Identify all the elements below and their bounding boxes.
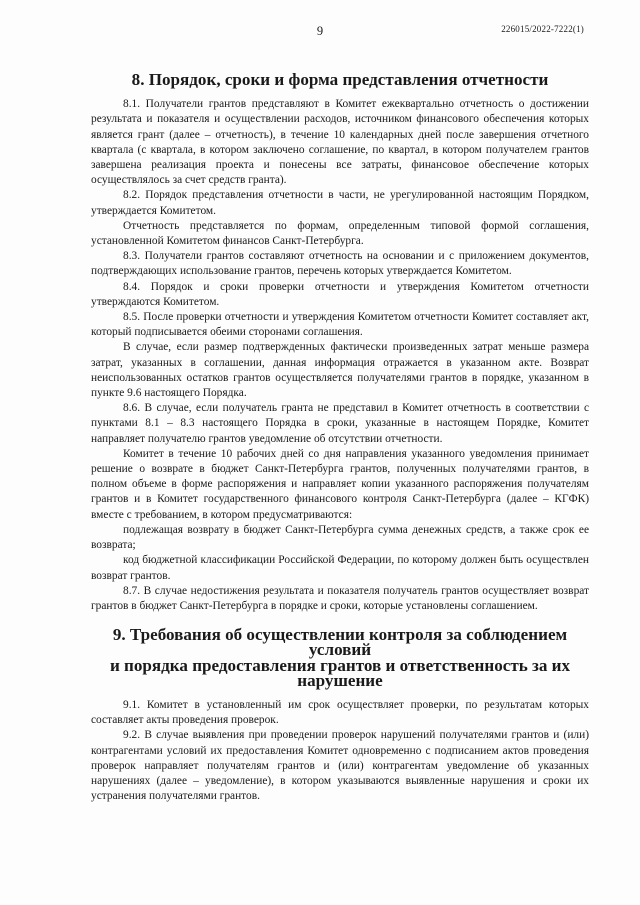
- section-9-title: [91, 627, 589, 688]
- paragraph-8-7: 8.7. В случае недостижения результата и показателя получатель грантов осуществляет возврат грантов в бюджет Санкт-Петербурга в порядке и сроки, которые установлены соглашением.: [91, 584, 589, 612]
- paragraph-8-6-decision: Комитет в течение 10 рабочих дней со дня направления указанного уведомления принимает решение о возврате в бюджет Санкт-Петербурга грантов, полученных получателями грантов, в полном объеме в форме распоряжения и направляет копии указанного распоряжения получателям грантов и в Комитет государственного финансового контроля Санкт-Петербурга (далее – КГФК) вместе с требованием, в котором предусматриваются:: [91, 447, 589, 521]
- paragraph-8-6: 8.6. В случае, если получатель гранта не представил в Комитет отчетность в соответствии с пунктами 8.1 – 8.3 настоящего Порядка в сроки, указанные в настоящем Порядке, Комитет направляет получателю грантов уведомление об отсутствии отчетности.: [91, 402, 589, 445]
- paragraph-8-4: 8.4. Порядок и сроки проверки отчетности и утверждения Комитетом отчетности утверждаются Комитетом.: [91, 280, 589, 308]
- paragraph-8-3: 8.3. Получатели грантов составляют отчетность на основании и с приложением документов, подтверждающих использование грантов, перечень которых утверждается Комитетом.: [91, 250, 589, 278]
- section-8-title: 8. Порядок, сроки и форма представления отчетности: [131, 70, 549, 89]
- paragraph-8-6-amount: подлежащая возврату в бюджет Санкт-Петербурга сумма денежных средств, а также срок ее возврата;: [91, 523, 589, 552]
- paragraph-8-5: 8.5. После проверки отчетности и утверждения Комитетом отчетности Комитет составляет акт, который подписывается обеими сторонами соглашения.: [91, 311, 589, 339]
- paragraph-8-5-case: В случае, если размер подтвержденных фактически произведенных затрат меньше размера затрат, указанных в соглашении, данная информация отражается в указанном акте. Возврат неиспользованных остатков грантов осуществляется получателями грантов в порядке, указанном в пункте 9.6 настоящего Порядка.: [91, 341, 589, 400]
- paragraph-8-2: 8.2. Порядок представления отчетности в части, не урегулированной настоящим Порядком, утверждается Комитетом.: [91, 189, 589, 217]
- paragraph-8-6-code: код бюджетной классификации Российской Федерации, по которому должен быть осуществлен возврат грантов.: [91, 554, 589, 582]
- section-9-title-line-1: 9. Требования об осуществлении контроля за соблюдением условий: [112, 625, 568, 660]
- paragraph-9-1: 9.1. Комитет в установленный им срок осуществляет проверки, по результатам которых составляет акты проведения проверок.: [91, 698, 589, 727]
- paragraph-9-2: 9.2. В случае выявления при проведении проверок нарушений получателями грантов и (или) контрагентами условий их предоставления Комитет одновременно с подписанием актов проведения проверок направляет получателям грантов и (или) контрагентам уведомление об указанных нарушениях (далее – уведомление), в котором указываются выявленные нарушения и сроки их устранения получателями грантов.: [91, 729, 589, 803]
- paragraph-8-2-forms: Отчетность представляется по формам, определенным типовой формой соглашения, установленной Комитетом финансов Санкт-Петербурга.: [91, 219, 589, 248]
- section-9-title-line-2: и порядка предоставления грантов и ответственность за их нарушение: [109, 655, 571, 690]
- page-number: 9: [316, 24, 324, 38]
- document-body: [91, 72, 589, 804]
- paragraph-8-1: 8.1. Получатели грантов представляют в Комитет ежеквартально отчетность о достижении результата и показателя и осуществлении расходов, источником финансового обеспечения которых является грант (далее – отчетность), в течение 10 календарных дней после завершения отчетного квартала (с квартала, в котором заключено соглашение, по квартал, в котором получателем грантов завершена реализация проекта и понесены все затраты, финансовое обеспечение которых осуществлялось за счет средств гранта).: [91, 98, 589, 187]
- document-id: 226015/2022-7222(1): [501, 24, 584, 34]
